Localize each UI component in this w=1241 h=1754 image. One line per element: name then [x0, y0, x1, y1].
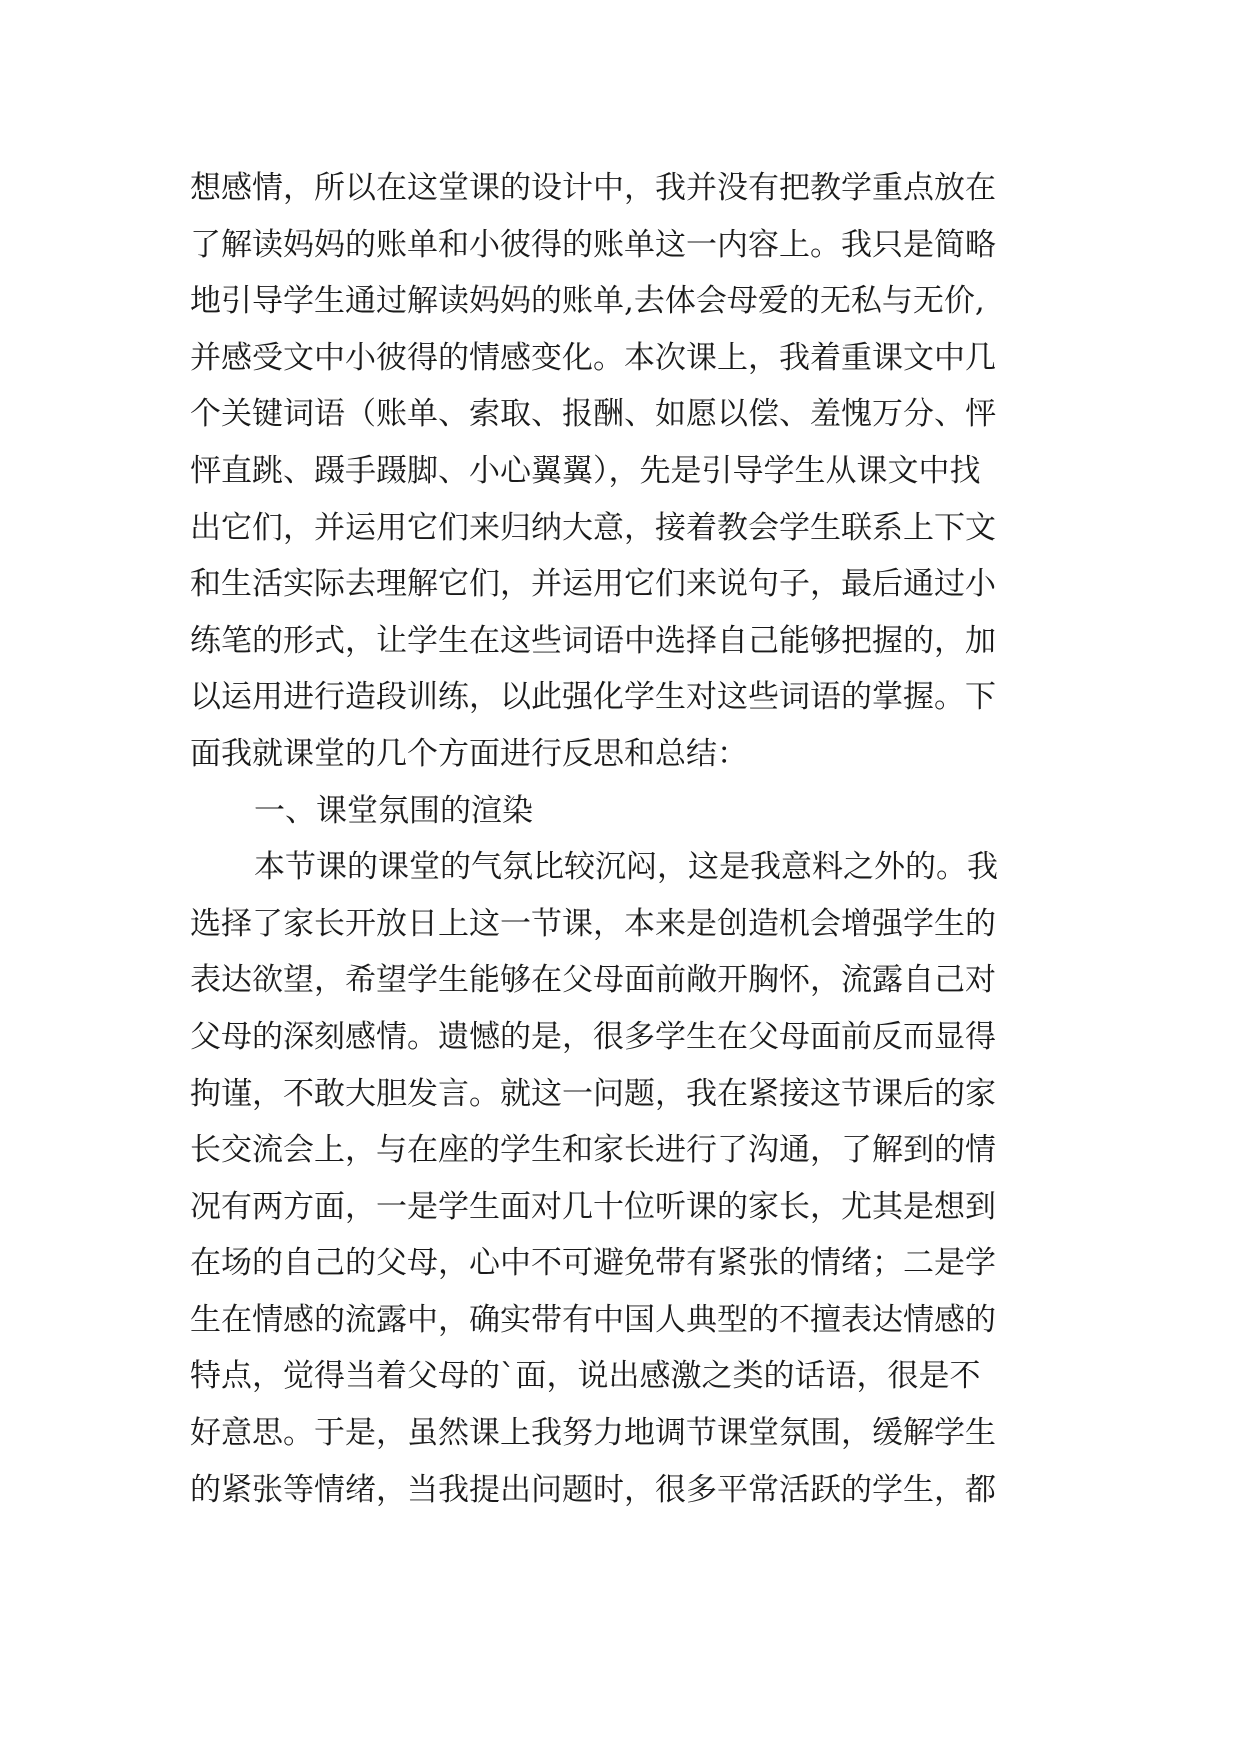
text-line: 在场的自己的父母，心中不可避免带有紧张的情绪；二是学: [190, 1245, 996, 1282]
section-heading: 一、课堂氛围的渲染: [254, 792, 533, 829]
text-line: 本节课的课堂的气氛比较沉闷，这是我意料之外的。我: [254, 849, 998, 886]
text-line: 父母的深刻感情。遗憾的是，很多学生在父母面前反而显得: [190, 1018, 996, 1055]
text-line: 选择了家长开放日上这一节课，本来是创造机会增强学生的: [190, 905, 996, 942]
text-line: 并感受文中小彼得的情感变化。本次课上，我着重课文中几: [190, 339, 996, 376]
text-line: 表达欲望，希望学生能够在父母面前敞开胸怀，流露自己对: [190, 962, 996, 999]
text-line: 想感情，所以在这堂课的设计中，我并没有把教学重点放在: [190, 170, 996, 206]
text-line: 了解读妈妈的账单和小彼得的账单这一内容上。我只是简略: [190, 226, 996, 263]
text-line: 练笔的形式，让学生在这些词语中选择自己能够把握的，加: [190, 622, 996, 659]
body-text: [190, 160, 1070, 1518]
text-line: 地引导学生通过解读妈妈的账单,去体会母爱的无私与无价,: [190, 283, 985, 320]
text-line: 出它们，并运用它们来归纳大意，接着教会学生联系上下文: [190, 509, 996, 546]
text-line: 的紧张等情绪，当我提出问题时，很多平常活跃的学生，都: [190, 1471, 996, 1508]
text-line: 况有两方面，一是学生面对几十位听课的家长，尤其是想到: [190, 1188, 996, 1225]
text-line: 长交流会上，与在座的学生和家长进行了沟通，了解到的情: [190, 1132, 996, 1169]
text-line: 个关键词语（账单、索取、报酬、如愿以偿、羞愧万分、怦: [190, 396, 996, 433]
text-line: 以运用进行造段训练，以此强化学生对这些词语的掌握。下: [190, 679, 996, 716]
text-line: 拘谨，不敢大胆发言。就这一问题，我在紧接这节课后的家: [190, 1075, 996, 1112]
text-line: 和生活实际去理解它们，并运用它们来说句子，最后通过小: [190, 566, 996, 603]
text-line: 好意思。于是，虽然课上我努力地调节课堂氛围，缓解学生: [190, 1415, 996, 1452]
text-line: 特点，觉得当着父母的`面，说出感激之类的话语，很是不: [190, 1358, 981, 1395]
text-line: 生在情感的流露中，确实带有中国人典型的不擅表达情感的: [190, 1301, 996, 1338]
text-line: 怦直跳、蹑手蹑脚、小心翼翼），先是引导学生从课文中找: [190, 452, 981, 489]
text-line: 面我就课堂的几个方面进行反思和总结：: [190, 735, 748, 772]
